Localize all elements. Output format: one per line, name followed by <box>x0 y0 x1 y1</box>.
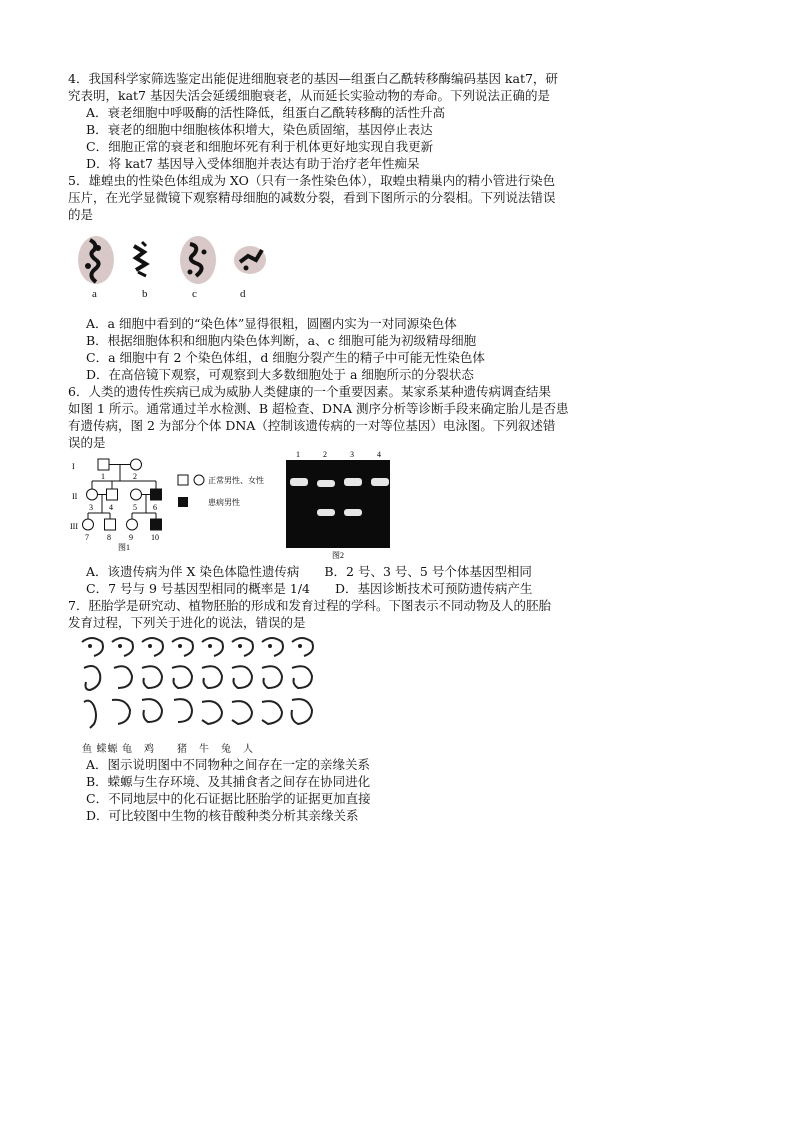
svg-text:4: 4 <box>109 503 113 512</box>
q5-option-d: D．在高倍镜下观察，可观察到大多数细胞处于 a 细胞所示的分裂状态 <box>86 367 474 382</box>
q6-stem-line2: 如图 1 所示。通常通过羊水检测、B 超检查、DNA 测序分析等诊断手段来确定胎儿是否患 <box>68 401 569 416</box>
animal-labels: 鱼 蝾螈 龟 鸡 猪 牛 兔 人 <box>82 744 254 755</box>
q7-option-b: B．蝾螈与生存环境、及其捕食者之间存在协同进化 <box>86 774 371 789</box>
q6-options-ab: A．该遗传病为伴 X 染色体隐性遗传病 B．2 号、3 号、5 号个体基因型相同 <box>86 564 532 579</box>
gen-III-label: III <box>70 522 78 531</box>
gel-band <box>317 480 335 487</box>
q6-stem-line4: 误的是 <box>68 435 106 450</box>
q4-option-c: C．细胞正常的衰老和细胞坏死有利于机体更好地实现自我更新 <box>86 139 434 154</box>
embryo-comparison-figure <box>76 632 326 738</box>
electrophoresis-gel <box>284 450 394 562</box>
fig1-caption: 图1 <box>118 543 130 552</box>
q5-stem-line2: 压片，在光学显微镜下观察精母细胞的减数分裂，看到下图所示的分裂相。下列说法错误 <box>68 190 556 205</box>
q4-option-a: A．衰老细胞中呼吸酶的活性降低，组蛋白乙酰转移酶的活性升高 <box>86 105 446 120</box>
svg-text:10: 10 <box>151 533 159 542</box>
cell-d-image <box>234 246 266 274</box>
q7-option-c: C．不同地层中的化石证据比胚胎学的证据更加直接 <box>86 791 371 806</box>
q7-option-d: D．可比较图中生物的核苷酸种类分析其亲缘关系 <box>86 808 359 823</box>
q6-stem-line1: 6．人类的遗传性疾病已成为威胁人类健康的一个重要因素。某家系某种遗传病调查结果 <box>68 384 551 399</box>
q5-stem-line1: 5．雄蝗虫的性染色体组成为 XO（只有一条性染色体），取蝗虫精巢内的精小管进行染色 <box>68 173 556 188</box>
gel-band <box>317 509 335 516</box>
gel-band <box>344 509 362 516</box>
gen-II-label: II <box>72 492 78 501</box>
svg-text:1: 1 <box>101 472 105 481</box>
meiosis-cells-figure <box>70 228 290 306</box>
cell-label-d: d <box>240 288 246 300</box>
legend-affected: 患病男性 <box>208 498 240 507</box>
svg-text:6: 6 <box>153 503 157 512</box>
svg-text:3: 3 <box>89 503 93 512</box>
svg-text:3: 3 <box>350 450 354 459</box>
gel-band <box>290 478 308 486</box>
gel-band <box>371 478 389 486</box>
cell-label-b: b <box>142 288 148 300</box>
cell-label-c: c <box>192 288 197 300</box>
cell-a-image <box>78 236 114 284</box>
svg-text:2: 2 <box>323 450 327 459</box>
q7-stem-line1: 7．胚胎学是研究动、植物胚胎的形成和发育过程的学科。下图表示不同动物及人的胚胎 <box>68 598 551 613</box>
svg-text:2: 2 <box>133 472 137 481</box>
q5-option-c: C．a 细胞中有 2 个染色体组，d 细胞分裂产生的精子中可能无性染色体 <box>86 350 485 365</box>
cell-c-image <box>180 236 216 284</box>
svg-text:5: 5 <box>133 503 137 512</box>
q4-stem-line2: 究表明，kat7 基因失活会延缓细胞衰老，从而延长实验动物的寿命。下列说法正确的是 <box>68 88 550 103</box>
q7-stem-line2: 发育过程，下列关于进化的说法，错误的是 <box>68 615 306 630</box>
gen-I-label: I <box>72 462 75 471</box>
svg-text:7: 7 <box>85 533 89 542</box>
q4-option-d: D．将 kat7 基因导入受体细胞并表达有助于治疗老年性痴呆 <box>86 156 420 171</box>
svg-text:4: 4 <box>377 450 381 459</box>
q5-option-b: B．根据细胞体积和细胞内染色体判断，a、c 细胞可能为初级精母细胞 <box>86 333 477 348</box>
svg-text:8: 8 <box>107 533 111 542</box>
cell-b-image <box>134 242 146 276</box>
svg-text:9: 9 <box>129 533 133 542</box>
q5-stem-line3: 的是 <box>68 207 94 222</box>
pedigree-chart <box>70 455 280 555</box>
q6-stem-line3: 有遗传病，图 2 为部分个体 DNA（控制该遗传病的一对等位基因）电泳图。下列叙述错 <box>68 418 556 433</box>
q7-option-a: A．图示说明图中不同物种之间存在一定的亲缘关系 <box>86 757 371 772</box>
legend-normal: 正常男性、女性 <box>208 476 264 485</box>
svg-text:1: 1 <box>296 450 300 459</box>
q4-stem-line1: 4．我国科学家筛选鉴定出能促进细胞衰老的基因—组蛋白乙酰转移酶编码基因 kat7，研 <box>68 71 558 86</box>
q6-options-cd: C．7 号与 9 号基因型相同的概率是 1/4 D．基因诊断技术可预防遗传病产生 <box>86 581 533 596</box>
fig2-caption: 图2 <box>332 551 344 560</box>
gel-band <box>344 478 362 486</box>
q4-option-b: B．衰老的细胞中细胞核体积增大，染色质固缩，基因停止表达 <box>86 122 433 137</box>
cell-label-a: a <box>92 288 97 300</box>
q5-option-a: A．a 细胞中看到的“染色体”显得很粗，圆圈内实为一对同源染色体 <box>86 316 457 331</box>
